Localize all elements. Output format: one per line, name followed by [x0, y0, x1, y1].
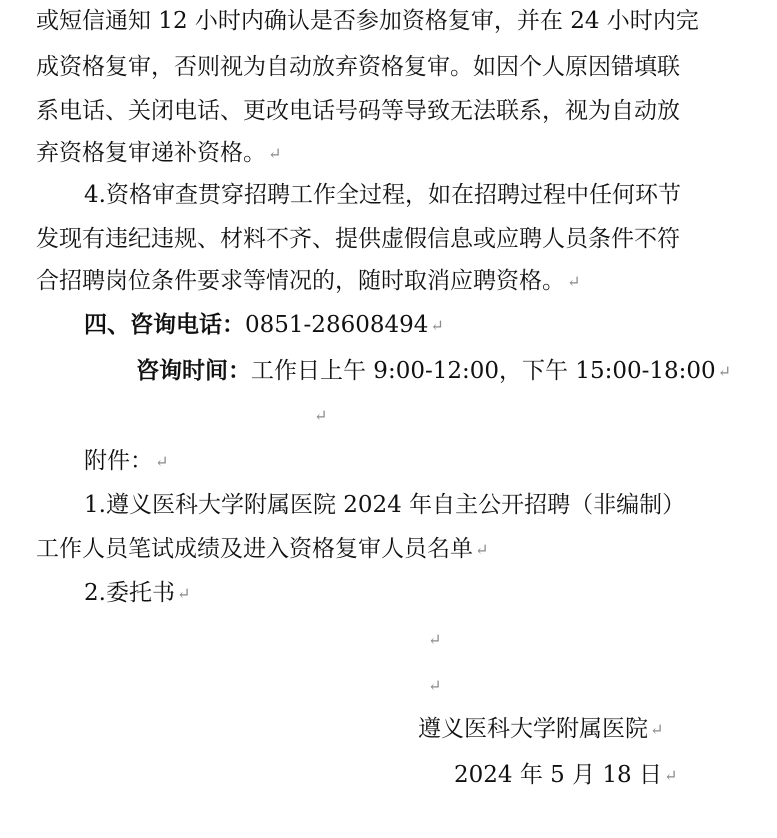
signature-org: 遵义医科大学附属医院 ↵ — [418, 716, 664, 742]
paragraph-mark-icon: ↵ — [428, 676, 442, 695]
empty-paragraph — [426, 670, 441, 701]
paragraph-mark-icon: ↵ — [717, 362, 732, 381]
attachment-item: 1.遵义医科大学附属医院 2024 年自主公开招聘（非编制） — [84, 492, 686, 518]
consult-time-value: 工作日上午 9:00-12:00，下午 15:00-18:00 — [251, 358, 716, 384]
empty-paragraph — [426, 624, 441, 655]
consult-time-line — [136, 356, 731, 387]
paragraph-line: 弃资格复审递补资格。 ↵ — [36, 140, 282, 166]
paragraph-line: 系电话、关闭电话、更改电话号码等导致无法联系，视为自动放 — [36, 98, 680, 124]
paragraph-mark-icon: ↵ — [567, 272, 581, 291]
paragraph-mark-icon: ↵ — [650, 720, 664, 739]
attachment-item: 2.委托书 ↵ — [84, 580, 191, 606]
paragraph-mark-icon: ↵ — [268, 144, 282, 163]
consult-time-label: 咨询时间： — [136, 357, 251, 384]
paragraph-line: 成资格复审，否则视为自动放弃资格复审。如因个人原因错填联 — [36, 54, 680, 80]
paragraph-mark-icon: ↵ — [428, 630, 442, 649]
paragraph-mark-icon: ↵ — [664, 766, 678, 785]
paragraph-line: 发现有违纪违规、材料不齐、提供虚假信息或应聘人员条件不符 — [36, 226, 680, 252]
consult-phone: 0851-28608494 — [245, 312, 429, 338]
signature-date: 2024 年 5 月 18 日 ↵ — [454, 762, 678, 788]
paragraph-mark-icon: ↵ — [176, 584, 191, 603]
paragraph-line: 或短信通知 12 小时内确认是否参加资格复审，并在 24 小时内完 — [36, 8, 699, 34]
empty-paragraph — [312, 400, 327, 431]
paragraph-line: 4.资格审查贯穿招聘工作全过程，如在招聘过程中任何环节 — [84, 182, 681, 208]
paragraph-mark-icon: ↵ — [475, 540, 489, 559]
paragraph-mark-icon: ↵ — [155, 452, 169, 471]
paragraph-line: 合招聘岗位条件要求等情况的，随时取消应聘资格。 ↵ — [36, 268, 581, 294]
attachment-item: 工作人员笔试成绩及进入资格复审人员名单 ↵ — [36, 536, 489, 562]
consult-phone-line — [84, 310, 444, 341]
paragraph-mark-icon: ↵ — [314, 406, 328, 425]
paragraph-mark-icon: ↵ — [430, 316, 444, 335]
consult-heading: 四、咨询电话： — [84, 311, 245, 338]
attachments-label-line — [84, 446, 168, 477]
attachments-label: 附件： — [84, 448, 153, 474]
